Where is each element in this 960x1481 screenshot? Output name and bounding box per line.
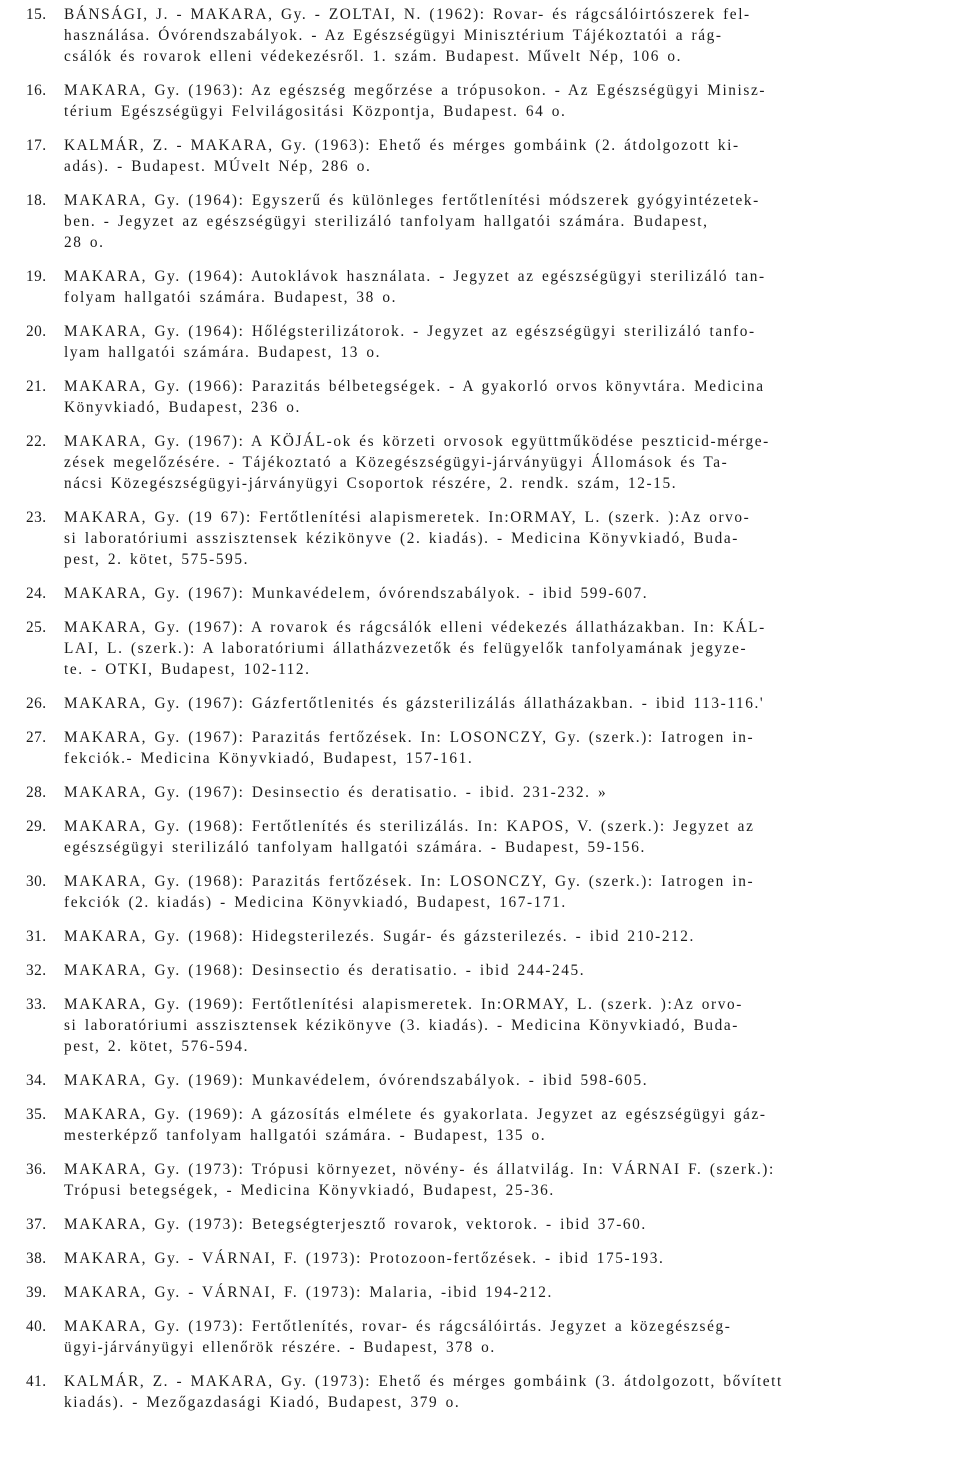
reference-text-line: MAKARA, Gy. (1967): A rovarok és rágcsálók elleni védekezés állatházakban. In: KÁL- — [64, 619, 766, 636]
reference-text-line: MAKARA, Gy. (1973): Trópusi környezet, növény- és állatvilág. In: VÁRNAI F. (szerk.): — [64, 1161, 775, 1178]
reference-number: 34. — [26, 1072, 47, 1089]
reference-text-line: MAKARA, Gy. (1969): Fertőtlenítési alapismeretek. In:ORMAY, L. (szerk. ):Az orvo- — [64, 996, 743, 1013]
reference-number: 27. — [26, 729, 47, 746]
reference-text-line: MAKARA, Gy. (19 67): Fertőtlenítési alapismeretek. In:ORMAY, L. (szerk. ):Az orvo- — [64, 509, 751, 526]
reference-number: 21. — [26, 378, 47, 395]
reference-number: 24. — [26, 585, 47, 602]
reference-entry — [26, 80, 951, 122]
reference-number: 25. — [26, 619, 47, 636]
reference-text-line: nácsi Közegészségügyi-járványügyi Csoportok részére, 2. rendk. szám, 12-15. — [64, 475, 678, 492]
reference-text-line: pest, 2. kötet, 575-595. — [64, 551, 250, 568]
reference-text-line: MAKARA, Gy. (1967): Munkavédelem, óvórendszabályok. - ibid 599-607. — [64, 585, 649, 602]
reference-entry — [26, 1104, 951, 1146]
reference-text-line: MAKARA, Gy. (1964): Autoklávok használata. - Jegyzet az egészségügyi sterilizáló tan- — [64, 268, 766, 285]
reference-text-line: fekciók.- Medicina Könyvkiadó, Budapest, 157-161. — [64, 750, 474, 767]
reference-number: 26. — [26, 695, 47, 712]
reference-text-line: ben. - Jegyzet az egészségügyi sterilizáló tanfolyam hallgatói számára. Budapest, — [64, 213, 709, 230]
reference-text-line: egészségügyi sterilizáló tanfolyam hallgatói számára. - Budapest, 59-156. — [64, 839, 646, 856]
reference-number: 16. — [26, 82, 47, 99]
reference-number: 15. — [26, 6, 47, 23]
reference-entry — [26, 960, 951, 981]
reference-number: 39. — [26, 1284, 47, 1301]
reference-entry — [26, 321, 951, 363]
reference-entry — [26, 507, 951, 570]
reference-text-line: Trópusi betegségek, - Medicina Könyvkiadó, Budapest, 25-36. — [64, 1182, 555, 1199]
reference-number: 40. — [26, 1318, 47, 1335]
reference-number: 19. — [26, 268, 47, 285]
reference-text-line: MAKARA, Gy. (1964): Egyszerű és különleges fertőtlenítési módszerek gyógyintézetek- — [64, 192, 760, 209]
reference-number: 38. — [26, 1250, 47, 1267]
reference-entry — [26, 4, 951, 67]
reference-number: 32. — [26, 962, 47, 979]
reference-text-line: folyam hallgatói számára. Budapest, 38 o. — [64, 289, 398, 306]
reference-text-line: MAKARA, Gy. (1968): Hidegsterilezés. Sugár- és gázsterilezés. - ibid 210-212. — [64, 928, 695, 945]
reference-entry — [26, 1159, 951, 1201]
reference-number: 35. — [26, 1106, 47, 1123]
reference-number: 41. — [26, 1373, 47, 1390]
reference-number: 22. — [26, 433, 47, 450]
reference-entry — [26, 782, 951, 803]
reference-text-line: csálók és rovarok elleni védekezésről. 1. szám. Budapest. Művelt Nép, 106 o. — [64, 48, 683, 65]
reference-text-line: MAKARA, Gy. (1967): Parazitás fertőzések. In: LOSONCZY, Gy. (szerk.): Iatrogen in- — [64, 729, 755, 746]
reference-entry — [26, 1316, 951, 1358]
reference-entry — [26, 727, 951, 769]
reference-entry — [26, 190, 951, 253]
reference-number: 31. — [26, 928, 47, 945]
reference-text-line: KALMÁR, Z. - MAKARA, Gy. (1973): Ehető és mérges gombáink (3. átdolgozott, bővített — [64, 1373, 783, 1390]
reference-text-line: MAKARA, Gy. (1969): A gázosítás elmélete és gyakorlata. Jegyzet az egészségügyi gáz- — [64, 1106, 767, 1123]
reference-text-line: si laboratóriumi asszisztensek kézikönyve (3. kiadás). - Medicina Könyvkiadó, Buda- — [64, 1017, 740, 1034]
reference-text-line: ügyi-járványügyi ellenőrök részére. - Budapest, 378 o. — [64, 1339, 496, 1356]
reference-entry — [26, 1214, 951, 1235]
reference-entry — [26, 431, 951, 494]
reference-text-line: kiadás). - Mezőgazdasági Kiadó, Budapest, 379 o. — [64, 1394, 461, 1411]
reference-entry — [26, 376, 951, 418]
reference-list — [26, 4, 951, 1426]
reference-text-line: MAKARA, Gy. (1968): Fertőtlenítés és sterilizálás. In: KAPOS, V. (szerk.): Jegyzet az — [64, 818, 755, 835]
reference-entry — [26, 994, 951, 1057]
reference-text-line: 28 o. — [64, 234, 105, 251]
reference-entry — [26, 583, 951, 604]
reference-text-line: MAKARA, Gy. (1964): Hőlégsterilizátorok. - Jegyzet az egészségügyi sterilizáló tanfo- — [64, 323, 756, 340]
reference-number: 28. — [26, 784, 47, 801]
reference-entry — [26, 693, 951, 714]
reference-number: 18. — [26, 192, 47, 209]
reference-entry — [26, 871, 951, 913]
reference-text-line: fekciók (2. kiadás) - Medicina Könyvkiadó, Budapest, 167-171. — [64, 894, 567, 911]
reference-text-line: MAKARA, Gy. - VÁRNAI, F. (1973): Malaria, -ibid 194-212. — [64, 1284, 553, 1301]
reference-text-line: LAI, L. (szerk.): A laboratóriumi állatházvezetők és felügyelők tanfolyamának jegyze- — [64, 640, 748, 657]
reference-entry — [26, 617, 951, 680]
reference-text-line: MAKARA, Gy. (1973): Betegségterjesztő rovarok, vektorok. - ibid 37-60. — [64, 1216, 647, 1233]
reference-text-line: lyam hallgatói számára. Budapest, 13 o. — [64, 344, 382, 361]
reference-text-line: MAKARA, Gy. (1967): A KÖJÁL-ok és körzeti orvosok együttműködése peszticid-mérge- — [64, 433, 770, 450]
reference-text-line: Könyvkiadó, Budapest, 236 o. — [64, 399, 301, 416]
reference-entry — [26, 1371, 951, 1413]
reference-text-line: MAKARA, Gy. (1968): Desinsectio és deratisatio. - ibid 244-245. — [64, 962, 586, 979]
reference-text-line: MAKARA, Gy. (1967): Desinsectio és deratisatio. - ibid. 231-232. » — [64, 784, 608, 801]
reference-number: 23. — [26, 509, 47, 526]
reference-text-line: mesterképző tanfolyam hallgatói számára. - Budapest, 135 o. — [64, 1127, 547, 1144]
reference-entry — [26, 1070, 951, 1091]
reference-text-line: MAKARA, Gy. (1973): Fertőtlenítés, rovar- és rágcsálóirtás. Jegyzet a közegészség- — [64, 1318, 732, 1335]
reference-text-line: pest, 2. kötet, 576-594. — [64, 1038, 250, 1055]
reference-entry — [26, 926, 951, 947]
reference-number: 36. — [26, 1161, 47, 1178]
reference-text-line: te. - OTKI, Budapest, 102-112. — [64, 661, 311, 678]
reference-text-line: BÁNSÁGI, J. - MAKARA, Gy. - ZOLTAI, N. (1962): Rovar- és rágcsálóirtószerek fel- — [64, 6, 751, 23]
reference-text-line: használása. Óvórendszabályok. - Az Egészségügyi Minisztérium Tájékoztatói a rág- — [64, 27, 723, 44]
reference-number: 37. — [26, 1216, 47, 1233]
reference-text-line: KALMÁR, Z. - MAKARA, Gy. (1963): Ehető és mérges gombáink (2. átdolgozott ki- — [64, 137, 740, 154]
reference-text-line: MAKARA, Gy. (1966): Parazitás bélbetegségek. - A gyakorló orvos könyvtára. Medicina — [64, 378, 765, 395]
reference-number: 17. — [26, 137, 47, 154]
reference-number: 20. — [26, 323, 47, 340]
reference-text-line: adás). - Budapest. MÚvelt Nép, 286 o. — [64, 158, 372, 175]
reference-entry — [26, 1248, 951, 1269]
reference-text-line: MAKARA, Gy. - VÁRNAI, F. (1973): Protozoon-fertőzések. - ibid 175-193. — [64, 1250, 665, 1267]
reference-text-line: MAKARA, Gy. (1968): Parazitás fertőzések. In: LOSONCZY, Gy. (szerk.): Iatrogen in- — [64, 873, 755, 890]
reference-text-line: si laboratóriumi asszisztensek kézikönyve (2. kiadás). - Medicina Könyvkiadó, Buda- — [64, 530, 740, 547]
reference-text-line: MAKARA, Gy. (1963): Az egészség megőrzése a trópusokon. - Az Egészségügyi Minisz- — [64, 82, 767, 99]
reference-number: 30. — [26, 873, 47, 890]
reference-text-line: MAKARA, Gy. (1969): Munkavédelem, óvórendszabályok. - ibid 598-605. — [64, 1072, 649, 1089]
reference-number: 33. — [26, 996, 47, 1013]
reference-entry — [26, 266, 951, 308]
reference-number: 29. — [26, 818, 47, 835]
reference-text-line: MAKARA, Gy. (1967): Gázfertőtlenités és gázsterilizálás állatházakban. - ibid 113-116.' — [64, 695, 765, 712]
reference-text-line: zések megelőzésére. - Tájékoztató a Közegészségügyi-járványügyi Állomások és Ta- — [64, 454, 729, 471]
reference-entry — [26, 816, 951, 858]
reference-entry — [26, 1282, 951, 1303]
reference-text-line: térium Egészségügyi Felvilágositási Központja, Budapest. 64 o. — [64, 103, 567, 120]
reference-entry — [26, 135, 951, 177]
